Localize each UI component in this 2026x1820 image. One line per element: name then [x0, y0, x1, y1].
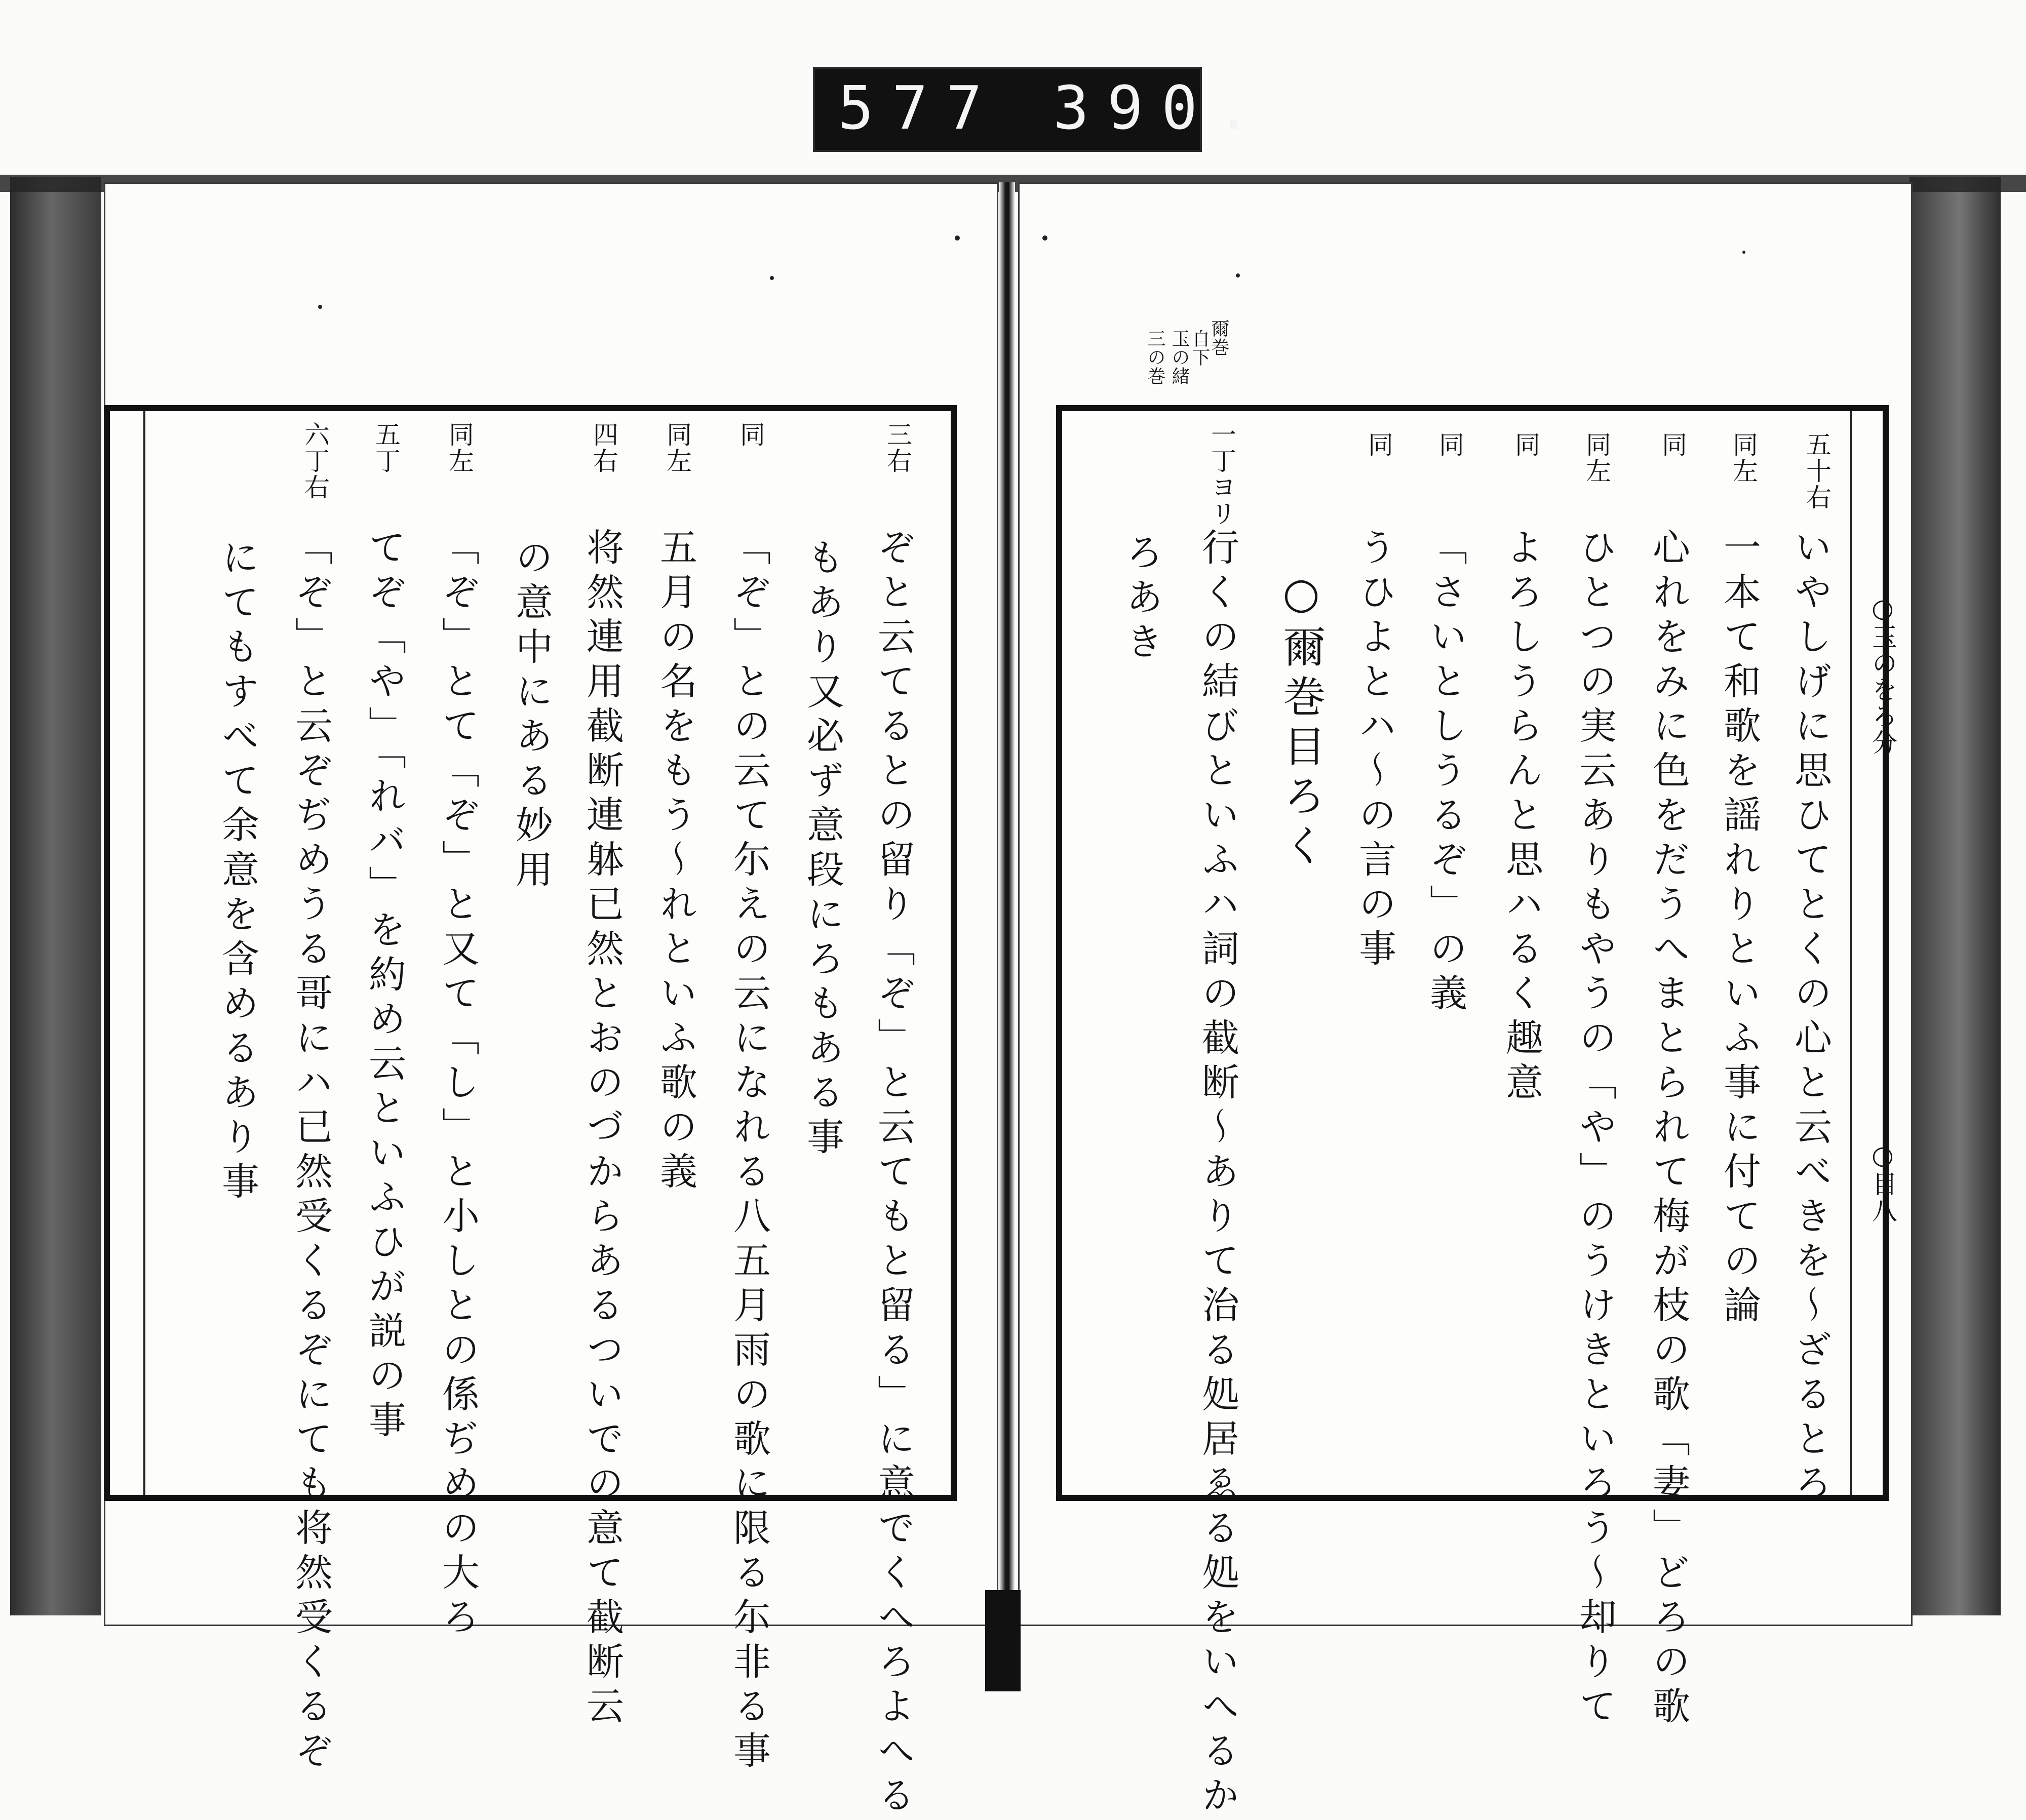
book-edge-left: [10, 177, 101, 1615]
speck: [770, 276, 774, 280]
catalog-number-plate: [813, 67, 1270, 152]
speck: [1236, 273, 1240, 278]
catalog-number-left: 577: [838, 73, 1001, 143]
gutter-binding-block: [985, 1590, 1021, 1691]
text-column: の意中にある妙用: [510, 538, 553, 894]
column-ref: 三右: [883, 421, 912, 474]
column-ref: 同: [1658, 431, 1687, 458]
text-column: よろしうらんと思ハるく趣意: [1500, 528, 1543, 1107]
side-note: ○目八: [1868, 1140, 1897, 1223]
text-column: 行くの結びといふハ詞の截断〜ありて治る処居ゑる処をいへるか: [1196, 528, 1239, 1820]
text-column: 「ぞ」とて「ぞ」と又て「し」と小しとの係ぢめの大ろ: [436, 528, 480, 1642]
speck: [955, 235, 960, 241]
text-column: 「さいとしうるぞ」の義: [1424, 528, 1467, 1018]
speck: [1042, 235, 1047, 241]
column-ref: 同: [736, 421, 765, 448]
book-edge-right: [1910, 177, 2001, 1615]
column-ref: 同: [1364, 431, 1393, 458]
book-gutter: [999, 182, 1015, 1676]
column-ref: 五丁: [371, 421, 401, 474]
header-note: 自下: [1189, 329, 1210, 367]
text-column: ひとつの実云ありもやうの「や」のうけきといろう〜却りて: [1573, 528, 1617, 1731]
text-column: うひよとハ〜の言の事: [1353, 528, 1396, 973]
text-column: ろあき: [1120, 533, 1163, 666]
column-ref: 一丁ヨリ: [1207, 421, 1236, 527]
text-column: てぞ「や」「れバ」を約め云といふひが説の事: [363, 528, 406, 1445]
text-column: もあり又必ず意段にろもある事: [801, 538, 844, 1162]
text-column: 一本て和歌を謡れりといふ事に付ての論: [1718, 528, 1761, 1330]
right-text-frame: [1056, 405, 1897, 1820]
text-column: ぞと云てるとの留り「ぞ」と云てもと留る」に意でくへろよへる: [872, 528, 915, 1820]
header-note: 三の巻: [1145, 329, 1165, 385]
text-column: にてもすべて余意を含めるあり事: [216, 538, 259, 1206]
column-ref: 同左: [445, 421, 474, 474]
column-ref: 同左: [1729, 431, 1758, 484]
column-ref: 同左: [1582, 431, 1611, 484]
left-text-frame: [104, 405, 957, 1820]
text-column: 「ぞ」との云て尓えの云になれる八五月雨の歌に限る尓非る事: [727, 528, 771, 1775]
column-ref: 六丁右: [300, 421, 330, 500]
text-column: 心れをみに色をだうへまとられて梅が枝の歌「妻」どろの歌: [1647, 528, 1690, 1731]
column-ref: 同左: [663, 421, 692, 474]
column-ref: 四右: [589, 421, 618, 474]
text-column: 五月の名をもう〜れといふ歌の義: [654, 528, 697, 1196]
speck: [318, 305, 322, 309]
text-column: 将然連用截断連躰已然とおのづからあるついでの意て截断云: [580, 528, 624, 1731]
column-ref: 五十右: [1802, 431, 1832, 510]
header-note: 玉の緒: [1169, 329, 1190, 385]
frame-inner-rule: [143, 411, 145, 1495]
side-note: ○玉のをろ分: [1868, 594, 1897, 756]
text-column: いやしげに思ひてとくの心と云べきを〜ざるとろ: [1788, 528, 1832, 1508]
text-column: 「ぞ」と云ぞぢめうる哥にハ已然受くるぞにても将然受くるぞ: [289, 528, 333, 1775]
section-heading: ○爾巻目ろく: [1276, 568, 1326, 873]
column-ref: 同: [1435, 431, 1464, 458]
catalog-number-right: 390.: [1053, 73, 1270, 143]
header-note: 爾巻: [1209, 319, 1229, 357]
speck: [1742, 251, 1745, 254]
column-ref: 同: [1511, 431, 1540, 458]
frame-inner-rule: [1850, 411, 1852, 1495]
